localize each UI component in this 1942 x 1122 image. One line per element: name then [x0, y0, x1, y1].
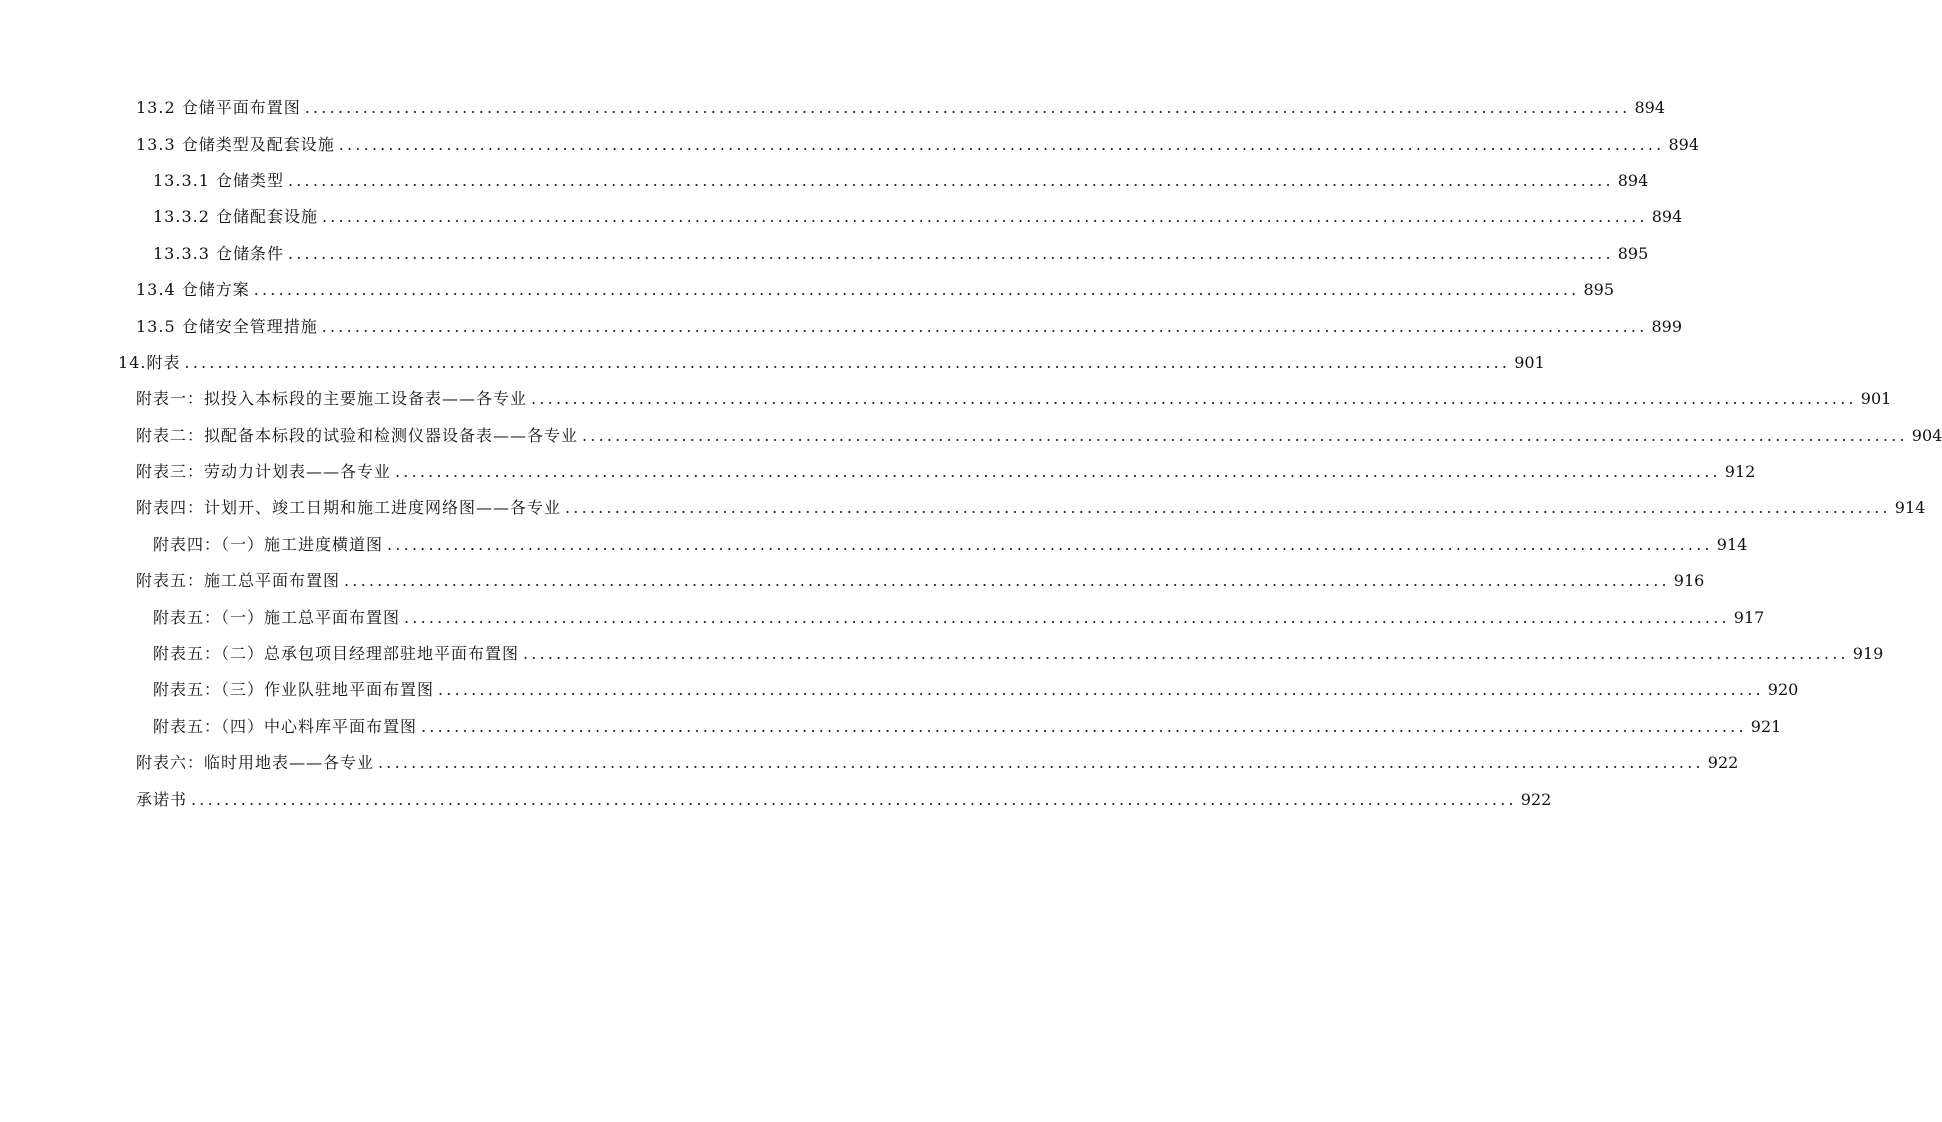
toc-entry-page: 894: [1651, 207, 1683, 227]
toc-entry-title: 附表六：临时用地表——各专业: [136, 753, 375, 773]
toc-entry-page: 895: [1583, 280, 1615, 300]
toc-entry[interactable]: [0, 636, 1884, 672]
toc-dot-leader: ................................................................................................................................................................: [378, 753, 1704, 773]
toc-entry-page: 894: [1634, 98, 1666, 118]
toc-entry-title: 附表五：（四）中心料库平面布置图: [153, 716, 418, 736]
toc-entry-page: 901: [1514, 352, 1545, 372]
toc-dot-leader: ................................................................................................................................................................: [421, 716, 1747, 736]
toc-entry-title: 附表五：（一）施工总平面布置图: [153, 607, 401, 627]
toc-entry[interactable]: [0, 345, 1545, 381]
toc-entry-page: 914: [1894, 498, 1926, 518]
toc-entry[interactable]: [0, 454, 1756, 490]
toc-dot-leader: ................................................................................................................................................................: [395, 462, 1721, 482]
toc-entry[interactable]: [0, 490, 1926, 526]
toc-dot-leader: ................................................................................................................................................................: [404, 607, 1730, 627]
toc-entry-title: 13.3.1 仓储类型: [153, 170, 284, 190]
toc-entry-page: 904: [1911, 425, 1942, 445]
toc-entry-page: 922: [1707, 753, 1739, 773]
toc-dot-leader: ................................................................................................................................................................: [287, 170, 1614, 190]
toc-dot-leader: ................................................................................................................................................................: [387, 534, 1713, 554]
toc-entry-title: 附表三：劳动力计划表——各专业: [136, 462, 392, 482]
toc-entry[interactable]: [0, 672, 1799, 708]
toc-entry-title: 附表五：（二）总承包项目经理部驻地平面布置图: [153, 644, 520, 664]
toc-entry-page: 917: [1733, 607, 1765, 627]
toc-entry-page: 894: [1617, 170, 1649, 190]
toc-dot-leader: ................................................................................................................................................................: [321, 316, 1648, 336]
toc-entry-title: 附表二：拟配备本标段的试验和检测仪器设备表——各专业: [136, 425, 579, 445]
toc-entry[interactable]: [0, 308, 1683, 344]
toc-dot-leader: ................................................................................................................................................................: [523, 644, 1849, 664]
toc-entry-title: 13.3.2 仓储配套设施: [153, 207, 318, 227]
toc-entry-page: 920: [1767, 680, 1799, 700]
toc-entry-page: 895: [1617, 243, 1649, 263]
toc-dot-leader: ................................................................................................................................................................: [287, 243, 1614, 263]
toc-entry[interactable]: [0, 90, 1666, 126]
toc-entry-page: 899: [1651, 316, 1683, 336]
toc-dot-leader: ................................................................................................................................................................: [321, 207, 1648, 227]
toc-dot-leader: ................................................................................................................................................................: [582, 425, 1908, 445]
toc-entry[interactable]: [0, 563, 1705, 599]
toc-entry[interactable]: [0, 236, 1649, 272]
toc-entry-title: 附表一：拟投入本标段的主要施工设备表——各专业: [136, 389, 528, 409]
toc-entry-page: 912: [1724, 462, 1756, 482]
toc-entry-title: 承诺书: [136, 789, 188, 809]
toc-entry-title: 13.4 仓储方案: [136, 280, 250, 300]
toc-entry[interactable]: [0, 126, 1700, 162]
toc-entry-title: 13.5 仓储安全管理措施: [136, 316, 318, 336]
toc-dot-leader: ................................................................................................................................................................: [304, 98, 1631, 118]
toc-entry[interactable]: [0, 199, 1683, 235]
toc-entry[interactable]: [0, 418, 1942, 454]
toc-entry-title: 附表四：计划开、竣工日期和施工进度网络图——各专业: [136, 498, 562, 518]
toc-dot-leader: ................................................................................................................................................................: [438, 680, 1764, 700]
toc-entry-page: 921: [1750, 716, 1782, 736]
toc-entry-title: 附表五：施工总平面布置图: [136, 571, 341, 591]
toc-entry[interactable]: [0, 272, 1615, 308]
toc-entry[interactable]: [0, 709, 1782, 745]
toc-dot-leader: ................................................................................................................................................................: [565, 498, 1891, 518]
toc-entry-title: 13.3 仓储类型及配套设施: [136, 134, 335, 154]
toc-entry-title: 附表五：（三）作业队驻地平面布置图: [153, 680, 435, 700]
toc-entry-title: 14.附表: [118, 352, 181, 372]
toc-entry-page: 922: [1520, 789, 1552, 809]
toc-entry-page: 919: [1852, 644, 1884, 664]
toc-entry-page: 901: [1860, 389, 1892, 409]
toc-dot-leader: ................................................................................................................................................................: [344, 571, 1670, 591]
toc-dot-leader: ................................................................................................................................................................: [184, 352, 1511, 372]
toc-entry[interactable]: [0, 599, 1765, 635]
toc-entry[interactable]: [0, 781, 1552, 817]
toc-dot-leader: ................................................................................................................................................................: [338, 134, 1665, 154]
toc-entry[interactable]: [0, 527, 1748, 563]
toc-dot-leader: ................................................................................................................................................................: [253, 280, 1580, 300]
toc-entry-title: 13.2 仓储平面布置图: [136, 98, 301, 118]
toc-entry-title: 附表四：（一）施工进度横道图: [153, 534, 384, 554]
toc-entry[interactable]: [0, 163, 1649, 199]
toc-entry[interactable]: [0, 381, 1892, 417]
table-of-contents: [0, 90, 1942, 818]
toc-dot-leader: ................................................................................................................................................................: [531, 389, 1857, 409]
toc-dot-leader: ................................................................................................................................................................: [191, 789, 1517, 809]
toc-entry-page: 894: [1668, 134, 1700, 154]
toc-entry-page: 916: [1673, 571, 1705, 591]
toc-entry[interactable]: [0, 745, 1739, 781]
toc-entry-title: 13.3.3 仓储条件: [153, 243, 284, 263]
toc-entry-page: 914: [1716, 534, 1748, 554]
